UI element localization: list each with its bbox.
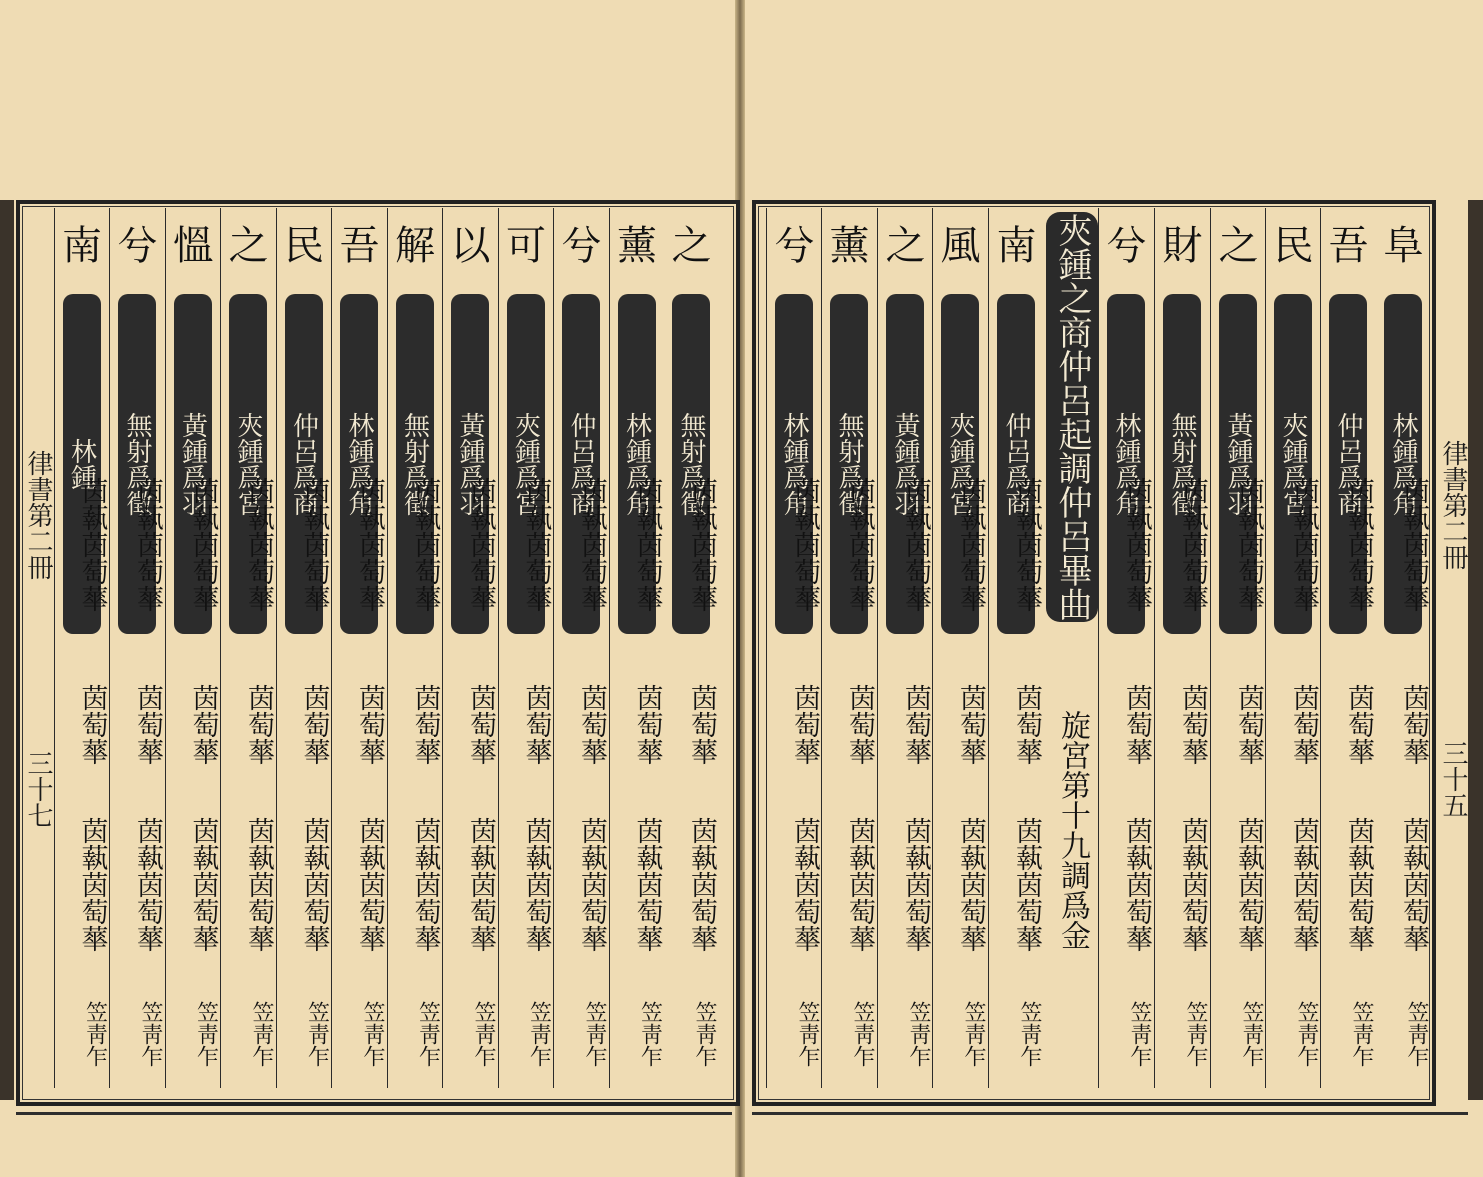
pitch-tag: 仲呂爲商 xyxy=(562,294,600,634)
notation-group: 笠靑乍 xyxy=(304,1001,330,1067)
notation-group: 茵蓻茵萄蕐 xyxy=(243,816,274,952)
mode-footer: 旋宮第十九調爲金 xyxy=(1055,710,1090,950)
notation-group: 茵蓻茵萄蕐 xyxy=(1288,816,1319,952)
notation-group: 茵蓻茵萄蕐 xyxy=(900,476,931,612)
pitch-tag: 林鍾爲角 xyxy=(618,294,656,634)
pitch-tag: 仲呂爲商 xyxy=(997,294,1035,634)
notation-group: 茵萄蕐 xyxy=(686,683,717,765)
notation-group: 茵蓻茵萄蕐 xyxy=(576,476,607,612)
notation-group: 茵蓻茵萄蕐 xyxy=(1233,476,1264,612)
notation-group: 茵萄蕐 xyxy=(789,683,820,765)
notation-group: 茵萄蕐 xyxy=(1121,683,1152,765)
notation-group: 茵蓻茵萄蕐 xyxy=(1177,816,1208,952)
notation-group: 茵蓻茵萄蕐 xyxy=(955,816,986,952)
right_page-column xyxy=(1376,208,1431,1088)
notation-group: 茵蓻茵萄蕐 xyxy=(1121,816,1152,952)
left-margin-page: 三十七 xyxy=(23,750,53,828)
notation-group: 笠靑乍 xyxy=(1404,1001,1429,1067)
lyric-character: 吾 xyxy=(1328,223,1369,269)
notation-group: 笠靑乍 xyxy=(526,1001,552,1067)
notation-group: 茵萄蕐 xyxy=(243,683,274,765)
notation-group: 茵蓻茵萄蕐 xyxy=(1288,476,1319,612)
left_page-column xyxy=(331,208,387,1088)
pitch-tag: 黃鍾爲羽 xyxy=(886,294,924,634)
notation-group: 茵蓻茵萄蕐 xyxy=(1011,476,1042,612)
notation-group: 茵蓻茵萄蕐 xyxy=(409,476,441,612)
pitch-tag: 夾鍾爲宮 xyxy=(1274,294,1312,634)
lyric-character: 兮 xyxy=(117,223,158,269)
notation-group: 茵蓻茵萄蕐 xyxy=(132,476,163,612)
pitch-tag: 黃鍾爲羽 xyxy=(1219,294,1257,634)
notation-group: 茵萄蕐 xyxy=(1343,683,1374,765)
left_page-column xyxy=(609,208,665,1088)
notation-group: 茵蓻茵萄蕐 xyxy=(354,476,385,612)
notation-group: 笠靑乍 xyxy=(1017,1001,1042,1067)
notation-group: 茵蓻茵萄蕐 xyxy=(955,476,986,612)
right_page-column xyxy=(1265,208,1321,1088)
left-edge-strip xyxy=(0,200,14,1100)
notation-group: 茵蓻茵萄蕐 xyxy=(789,476,820,612)
lyric-character: 之 xyxy=(228,223,269,269)
notation-group: 茵蓻茵萄蕐 xyxy=(132,816,163,952)
left_page-column xyxy=(442,208,498,1088)
pitch-tag: 夾鍾爲宮 xyxy=(941,294,979,634)
notation-group: 茵蓻茵萄蕐 xyxy=(465,476,496,612)
pitch-tag: 無射爲徵 xyxy=(118,294,156,634)
notation-group: 茵萄蕐 xyxy=(900,683,931,765)
notation-group: 笠靑乍 xyxy=(961,1001,986,1067)
right_page-column xyxy=(1154,208,1210,1088)
notation-group: 茵萄蕐 xyxy=(1398,683,1429,765)
notation-group: 茵蓻茵萄蕐 xyxy=(409,816,441,952)
notation-group: 茵萄蕐 xyxy=(1011,683,1042,765)
right_page-column xyxy=(1320,208,1376,1088)
lyric-character: 民 xyxy=(284,223,324,269)
notation-group: 茵蓻茵萄蕐 xyxy=(1011,816,1042,952)
notation-group: 笠靑乍 xyxy=(82,1001,108,1067)
notation-group: 茵蓻茵萄蕐 xyxy=(1343,816,1374,952)
notation-group: 茵蓻茵萄蕐 xyxy=(243,476,274,612)
right_page-column xyxy=(877,208,933,1088)
notation-group: 笠靑乍 xyxy=(471,1001,496,1067)
notation-group: 茵蓻茵萄蕐 xyxy=(76,476,108,612)
right-margin-page: 三十五 xyxy=(1438,740,1468,818)
lyric-character: 財 xyxy=(1162,223,1203,269)
notation-group: 笠靑乍 xyxy=(1239,1001,1264,1067)
notation-group: 笠靑乍 xyxy=(249,1001,274,1067)
notation-group: 茵蓻茵萄蕐 xyxy=(1398,816,1429,952)
notation-group: 茵蓻茵萄蕐 xyxy=(298,476,330,612)
lyric-character: 之 xyxy=(885,223,926,269)
notation-group: 笠靑乍 xyxy=(1294,1001,1319,1067)
right_page-column xyxy=(766,208,822,1088)
right-edge-strip xyxy=(1468,200,1483,1100)
notation-group: 茵蓻茵萄蕐 xyxy=(520,816,552,952)
notation-group: 笠靑乍 xyxy=(906,1001,931,1067)
lyric-character: 之 xyxy=(1218,223,1259,269)
notation-group: 茵萄蕐 xyxy=(576,683,607,765)
pitch-tag: 夾鍾爲宮 xyxy=(507,294,545,634)
notation-group: 笠靑乍 xyxy=(193,1001,219,1067)
notation-group: 茵萄蕐 xyxy=(187,683,219,765)
right-margin-title: 律書第二冊 xyxy=(1438,440,1468,570)
left-margin-title: 律書第二冊 xyxy=(23,450,53,580)
pitch-tag: 仲呂爲商 xyxy=(285,294,323,634)
notation-group: 茵萄蕐 xyxy=(1233,683,1264,765)
pitch-tag: 無射爲徵 xyxy=(396,294,434,634)
notation-group: 茵蓻茵萄蕐 xyxy=(631,816,663,952)
left_page-column xyxy=(664,208,719,1088)
left_page-column xyxy=(220,208,276,1088)
notation-group: 茵蓻茵萄蕐 xyxy=(1398,476,1429,612)
lyric-character: 民 xyxy=(1273,223,1314,269)
notation-group: 茵萄蕐 xyxy=(76,683,108,765)
notation-group: 茵萄蕐 xyxy=(465,683,496,765)
notation-group: 茵蓻茵萄蕐 xyxy=(789,816,820,952)
lyric-character: 慍 xyxy=(173,223,213,269)
pitch-tag: 無射爲徵 xyxy=(1163,294,1201,634)
notation-group: 笠靑乍 xyxy=(360,1001,385,1067)
notation-group: 笠靑乍 xyxy=(582,1001,607,1067)
notation-group: 茵蓻茵萄蕐 xyxy=(1121,476,1152,612)
pitch-tag: 林鍾 xyxy=(63,294,101,634)
notation-group: 笠靑乍 xyxy=(1183,1001,1208,1067)
pitch-tag: 黃鍾爲羽 xyxy=(174,294,212,634)
left_page-column xyxy=(109,208,165,1088)
notation-group: 茵蓻茵萄蕐 xyxy=(900,816,931,952)
lyric-character: 薰 xyxy=(829,223,870,269)
right_page-column xyxy=(1098,208,1154,1088)
notation-group: 茵蓻茵萄蕐 xyxy=(631,476,663,612)
notation-group: 茵蓻茵萄蕐 xyxy=(686,476,717,612)
pitch-tag: 夾鍾爲宮 xyxy=(229,294,267,634)
notation-group: 茵萄蕐 xyxy=(844,683,875,765)
lyric-character: 兮 xyxy=(561,223,602,269)
notation-group: 茵蓻茵萄蕐 xyxy=(1343,476,1374,612)
notation-group: 笠靑乍 xyxy=(637,1001,663,1067)
lyric-character: 之 xyxy=(671,223,712,269)
notation-group: 茵萄蕐 xyxy=(1177,683,1208,765)
notation-group: 茵萄蕐 xyxy=(955,683,986,765)
notation-group: 茵萄蕐 xyxy=(354,683,385,765)
notation-group: 茵蓻茵萄蕐 xyxy=(844,476,875,612)
notation-group: 茵蓻茵萄蕐 xyxy=(1177,476,1208,612)
right_page-column xyxy=(1210,208,1266,1088)
lyric-character: 南 xyxy=(996,223,1037,269)
notation-group: 茵萄蕐 xyxy=(298,683,330,765)
mode-title: 夾鍾之商仲呂起調仲呂畢曲 xyxy=(1046,212,1098,622)
notation-group: 茵蓻茵萄蕐 xyxy=(520,476,552,612)
left_page-column xyxy=(276,208,332,1088)
lyric-character: 以 xyxy=(450,223,491,269)
notation-group: 茵萄蕐 xyxy=(1288,683,1319,765)
right_page-column xyxy=(821,208,877,1088)
notation-group: 笠靑乍 xyxy=(415,1001,441,1067)
pitch-tag: 林鍾爲角 xyxy=(1384,294,1422,634)
notation-group: 茵萄蕐 xyxy=(631,683,663,765)
notation-group: 茵蓻茵萄蕐 xyxy=(465,816,496,952)
lyric-character: 兮 xyxy=(774,223,815,269)
lyric-character: 可 xyxy=(506,223,546,269)
pitch-tag: 仲呂爲商 xyxy=(1329,294,1367,634)
pitch-tag: 無射爲徵 xyxy=(830,294,868,634)
notation-group: 茵蓻茵萄蕐 xyxy=(1233,816,1264,952)
notation-group: 笠靑乍 xyxy=(138,1001,163,1067)
notation-group: 茵蓻茵萄蕐 xyxy=(354,816,385,952)
lyric-character: 南 xyxy=(62,223,102,269)
right-bottom-rule xyxy=(752,1112,1468,1115)
notation-group: 茵蓻茵萄蕐 xyxy=(576,816,607,952)
lyric-character: 薰 xyxy=(617,223,657,269)
notation-group: 笠靑乍 xyxy=(1127,1001,1152,1067)
notation-group: 茵萄蕐 xyxy=(520,683,552,765)
notation-group: 茵蓻茵萄蕐 xyxy=(187,816,219,952)
lyric-character: 兮 xyxy=(1106,223,1147,269)
lyric-character: 解 xyxy=(395,223,435,269)
left_page-column xyxy=(387,208,443,1088)
pitch-tag: 林鍾爲角 xyxy=(775,294,813,634)
pitch-tag: 林鍾爲角 xyxy=(1107,294,1145,634)
left-bottom-rule xyxy=(16,1112,732,1115)
left_page-column xyxy=(165,208,221,1088)
pitch-tag: 林鍾爲角 xyxy=(340,294,378,634)
pitch-tag: 黃鍾爲羽 xyxy=(451,294,489,634)
notation-group: 茵蓻茵萄蕐 xyxy=(686,816,717,952)
notation-group: 笠靑乍 xyxy=(795,1001,820,1067)
notation-group: 笠靑乍 xyxy=(1349,1001,1374,1067)
left_page-column xyxy=(54,208,110,1088)
pitch-tag: 無射爲徵 xyxy=(672,294,710,634)
lyric-character: 風 xyxy=(940,223,981,269)
notation-group: 茵蓻茵萄蕐 xyxy=(844,816,875,952)
notation-group: 笠靑乍 xyxy=(692,1001,717,1067)
lyric-character: 吾 xyxy=(339,223,380,269)
notation-group: 茵蓻茵萄蕐 xyxy=(76,816,108,952)
notation-group: 茵蓻茵萄蕐 xyxy=(298,816,330,952)
notation-group: 茵萄蕐 xyxy=(132,683,163,765)
left_page-column xyxy=(498,208,554,1088)
notation-group: 茵萄蕐 xyxy=(409,683,441,765)
notation-group: 茵蓻茵萄蕐 xyxy=(187,476,219,612)
notation-group: 笠靑乍 xyxy=(850,1001,875,1067)
lyric-character: 阜 xyxy=(1383,223,1424,269)
right_page-column xyxy=(988,208,1044,1088)
left_page-column xyxy=(553,208,609,1088)
right_page-column xyxy=(932,208,988,1088)
